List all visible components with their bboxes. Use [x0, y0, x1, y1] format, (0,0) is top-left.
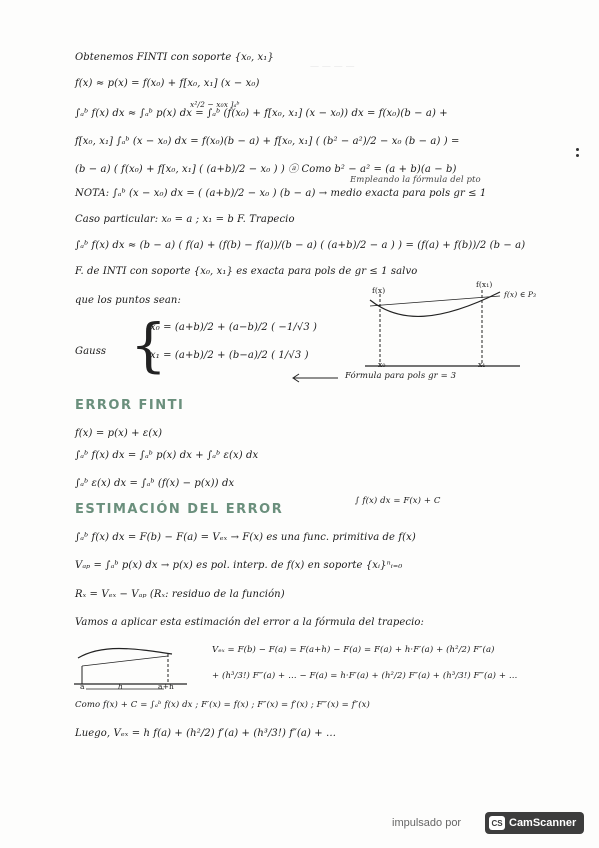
text-line-3-annotation: x²/2 − x₀x ]ₐᵇ — [190, 100, 240, 109]
gauss-x0: x₀ = (a+b)/2 + (a−b)/2 ( −1/√3 ) — [150, 322, 318, 333]
error-line-1: f(x) = p(x) + ε(x) — [75, 428, 163, 439]
footer-powered-by: impulsado por — [392, 817, 462, 829]
fig1-fx1-label: f(x₁) — [476, 280, 493, 289]
text-line-6-note: Empleando la fórmula del pto — [350, 175, 481, 185]
fig1-p3-label: f(x) ∈ P₃ — [504, 290, 537, 299]
text-line-1: Obtenemos FINTI con soporte {x₀, x₁} — [75, 52, 274, 63]
error-line-2: ∫ₐᵇ f(x) dx = ∫ₐᵇ p(x) dx + ∫ₐᵇ ε(x) dx — [75, 450, 259, 461]
text-line-9: F. de INTI con soporte {x₀, x₁} es exacta para pols de gr ≤ 1 salvo — [75, 266, 418, 277]
fig1-x1-label: x₁ — [478, 360, 486, 369]
taylor-line-4: Luego, Vₑₓ = h f(a) + (h²/2) f′(a) + (h³/3!) f″(a) + … — [75, 728, 337, 739]
gauss-figure — [360, 284, 560, 384]
margin-mark — [576, 154, 579, 157]
camscanner-brand: CamScanner — [509, 817, 577, 829]
text-line-6: NOTA: ∫ₐᵇ (x − x₀) dx = ( (a+b)/2 − x₀ ) (b − a) → medio exacta para pols gr ≤ 1 — [75, 188, 487, 199]
fig2-chord — [82, 656, 168, 666]
fig2-curve — [78, 649, 172, 659]
taylor-line-2: + (h³/3!) F‴(a) + … − F(a) = h·F′(a) + (h²/2) F″(a) + (h³/3!) F‴(a) + … — [212, 671, 518, 681]
taylor-line-3: Como f(x) + C = ∫ₐᵇ f(x) dx ; F′(x) = f(x) ; F″(x) = f′(x) ; F‴(x) = f″(x) — [75, 700, 370, 710]
fig1-x0-label: x₀ — [378, 360, 386, 369]
estim-line-3: Rₓ = Vₑₓ − Vₐₚ (Rₓ: residuo de la función) — [75, 589, 285, 600]
camscanner-badge — [485, 812, 584, 834]
text-line-4: f[x₀, x₁] ∫ₐᵇ (x − x₀) dx = f(x₀)(b − a) + f[x₀, x₁] ( (b² − a²)/2 − x₀ (b − a) ) = — [75, 136, 460, 147]
fig2-h-label: h — [118, 682, 123, 691]
estim-line-2: Vₐₚ = ∫ₐᵇ p(x) dx → p(x) es pol. interp. de f(x) en soporte {xᵢ}ⁿᵢ₌₀ — [75, 560, 403, 571]
primitive-note: ∫ f(x) dx = F(x) + C — [355, 496, 441, 506]
heading-error-finti: ERROR FINTI — [75, 398, 185, 413]
brace: { — [130, 311, 167, 379]
text-line-2: f(x) ≈ p(x) = f(x₀) + f[x₀, x₁] (x − x₀) — [75, 78, 260, 89]
gauss-label: Gauss — [75, 346, 107, 357]
text-line-3: ∫ₐᵇ f(x) dx ≈ ∫ₐᵇ p(x) dx = ∫ₐᵇ (f(x₀) + f[x₀, x₁] (x − x₀)) dx = f(x₀)(b − a) + — [75, 108, 448, 119]
text-line-5: (b − a) ( f(x₀) + f[x₀, x₁] ( (a+b)/2 − x₀ ) ) ⓐ Como b² − a² = (a + b)(a − b) — [75, 164, 457, 175]
error-line-3: ∫ₐᵇ ε(x) dx = ∫ₐᵇ (f(x) − p(x)) dx — [75, 478, 235, 489]
fig2-ah-label: a+h — [158, 682, 174, 691]
estim-line-1: ∫ₐᵇ f(x) dx = F(b) − F(a) = Vₑₓ → F(x) es una func. primitiva de f(x) — [75, 532, 416, 543]
bleed-through-text: — — — — — [310, 62, 355, 72]
text-line-8: ∫ₐᵇ f(x) dx ≈ (b − a) ( f(a) + (f(b) − f(a))/(b − a) ( (a+b)/2 − a ) ) = (f(a) + f(b))/2 (b − a) — [75, 240, 526, 251]
fig1-caption: Fórmula para pols gr = 3 — [345, 371, 457, 381]
estim-line-4: Vamos a aplicar esta estimación del error a la fórmula del trapecio: — [75, 617, 425, 628]
fig1-fx-label: f(x) — [372, 286, 386, 295]
trapezoid-figure — [72, 636, 192, 696]
camscanner-logo-icon: CS — [489, 816, 505, 830]
text-line-7: Caso particular: x₀ = a ; x₁ = b F. Trapecio — [75, 214, 295, 225]
fig2-a-label: a — [80, 682, 85, 691]
taylor-line-1: Vₑₓ = F(b) − F(a) = F(a+h) − F(a) = F(a) + h·F′(a) + (h²/2) F″(a) — [212, 645, 495, 655]
text-line-10: que los puntos sean: — [75, 295, 181, 306]
gauss-x1: x₁ = (a+b)/2 + (b−a)/2 ( 1/√3 ) — [150, 350, 309, 361]
heading-estimacion-error: ESTIMACIÓN DEL ERROR — [75, 502, 284, 517]
margin-mark — [576, 148, 579, 151]
arrow-icon — [290, 373, 340, 383]
